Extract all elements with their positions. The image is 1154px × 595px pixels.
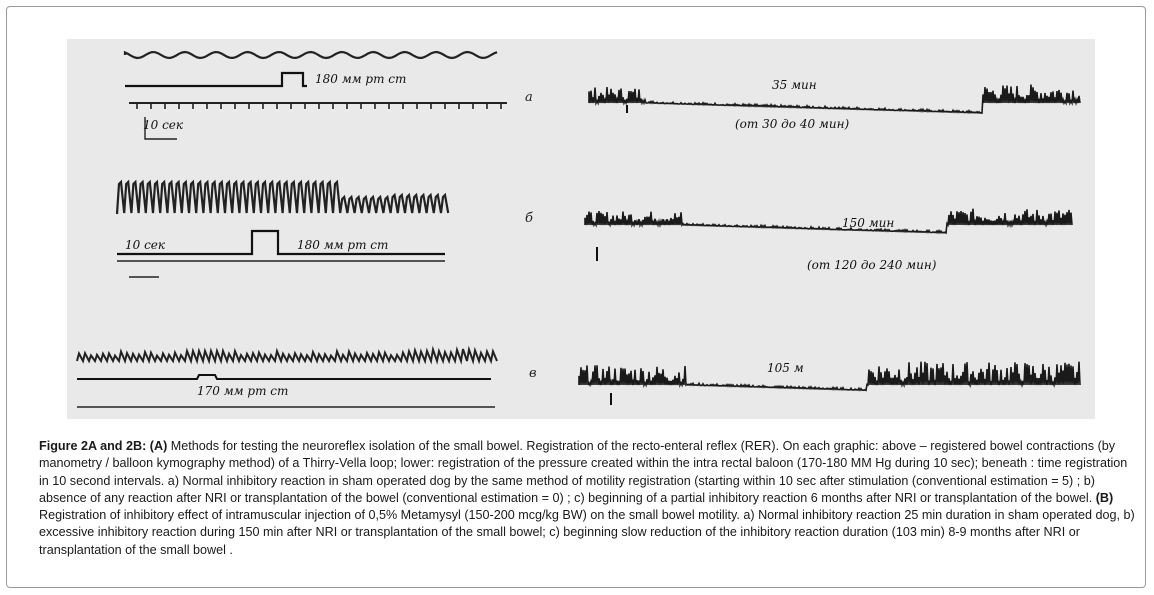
row-letter: а (525, 90, 533, 105)
figure-caption (39, 438, 1135, 559)
time-label: 10 сек (143, 118, 184, 132)
duration-label: 105 м (767, 361, 804, 375)
caption-label-a: (A) (149, 439, 168, 453)
caption-text-a: Methods for testing the neuroreflex isolation of the small bowel. Registration of the recto-enteral reflex (RER). On each graphic: above – registered bowel contractions (by manometry / balloon kymography method) of a Thirry-Vella loop; lower: registration of the pressure created within the intra rectal baloon (170-180 MM Hg during 10 sec); beneath : time registration in 10 second intervals. a) Normal inhibitory reaction in sham operated dog by the same method of motility registration (starting within 10 sec after stimulation (conventional estimation = 5) ; b) absence of any reaction after NRI or transplantation of the bowel (conventional estimation = 0) ; c) beginning of a partial inhibitory reaction 6 months after NRI or transplantation of the bowel. (39, 439, 1128, 505)
motility-trace (579, 362, 1080, 391)
kymograph-recordings (67, 39, 1095, 419)
panel-b-row2 (525, 209, 1072, 272)
row-letter: в (529, 366, 537, 381)
pressure-trace (125, 73, 307, 86)
panel-a-row3 (77, 349, 497, 407)
pressure-label: 170 мм рт ст (197, 384, 289, 398)
pressure-label: 180 мм рт ст (297, 238, 389, 252)
range-label: (от 30 до 40 мин) (735, 117, 850, 131)
motility-trace (585, 209, 1072, 233)
bowel-contraction-trace (77, 349, 497, 361)
bowel-contraction-trace (125, 52, 497, 58)
panel-b-row3 (529, 361, 1080, 405)
pressure-trace (117, 231, 445, 254)
time-label: 10 сек (125, 238, 166, 252)
panel-a-row1 (125, 52, 507, 139)
duration-label: 150 мин (842, 216, 895, 230)
range-label: (от 120 до 240 мин) (807, 258, 937, 272)
figure-image (67, 39, 1095, 419)
pressure-label: 180 мм рт ст (315, 72, 407, 86)
caption-title: Figure 2A and 2B: (39, 439, 147, 453)
panel-a-row2 (117, 182, 448, 277)
figure-frame (6, 6, 1146, 588)
caption-label-b: (B) (1095, 490, 1114, 505)
panel-b-row1 (525, 78, 1080, 131)
pressure-trace (77, 375, 491, 379)
row-letter: б (525, 211, 533, 226)
bowel-contraction-trace (117, 182, 448, 214)
motility-trace (589, 85, 1080, 113)
caption-text-b: Registration of inhibitory effect of intramuscular injection of 0,5% Metamysyl (150-200 mcg/kg BW) on the small bowel motility. a) Normal inhibitory reaction 25 min duration in sham operated dog, b) excessive inhibitory reaction during 150 min after NRI or transplantation of the small bowel; c) beginning slow reduction of the inhibitory reaction duration (103 min) 8-9 months after NRI or transplantation of the small bowel . (39, 508, 1135, 557)
duration-label: 35 мин (772, 78, 817, 92)
